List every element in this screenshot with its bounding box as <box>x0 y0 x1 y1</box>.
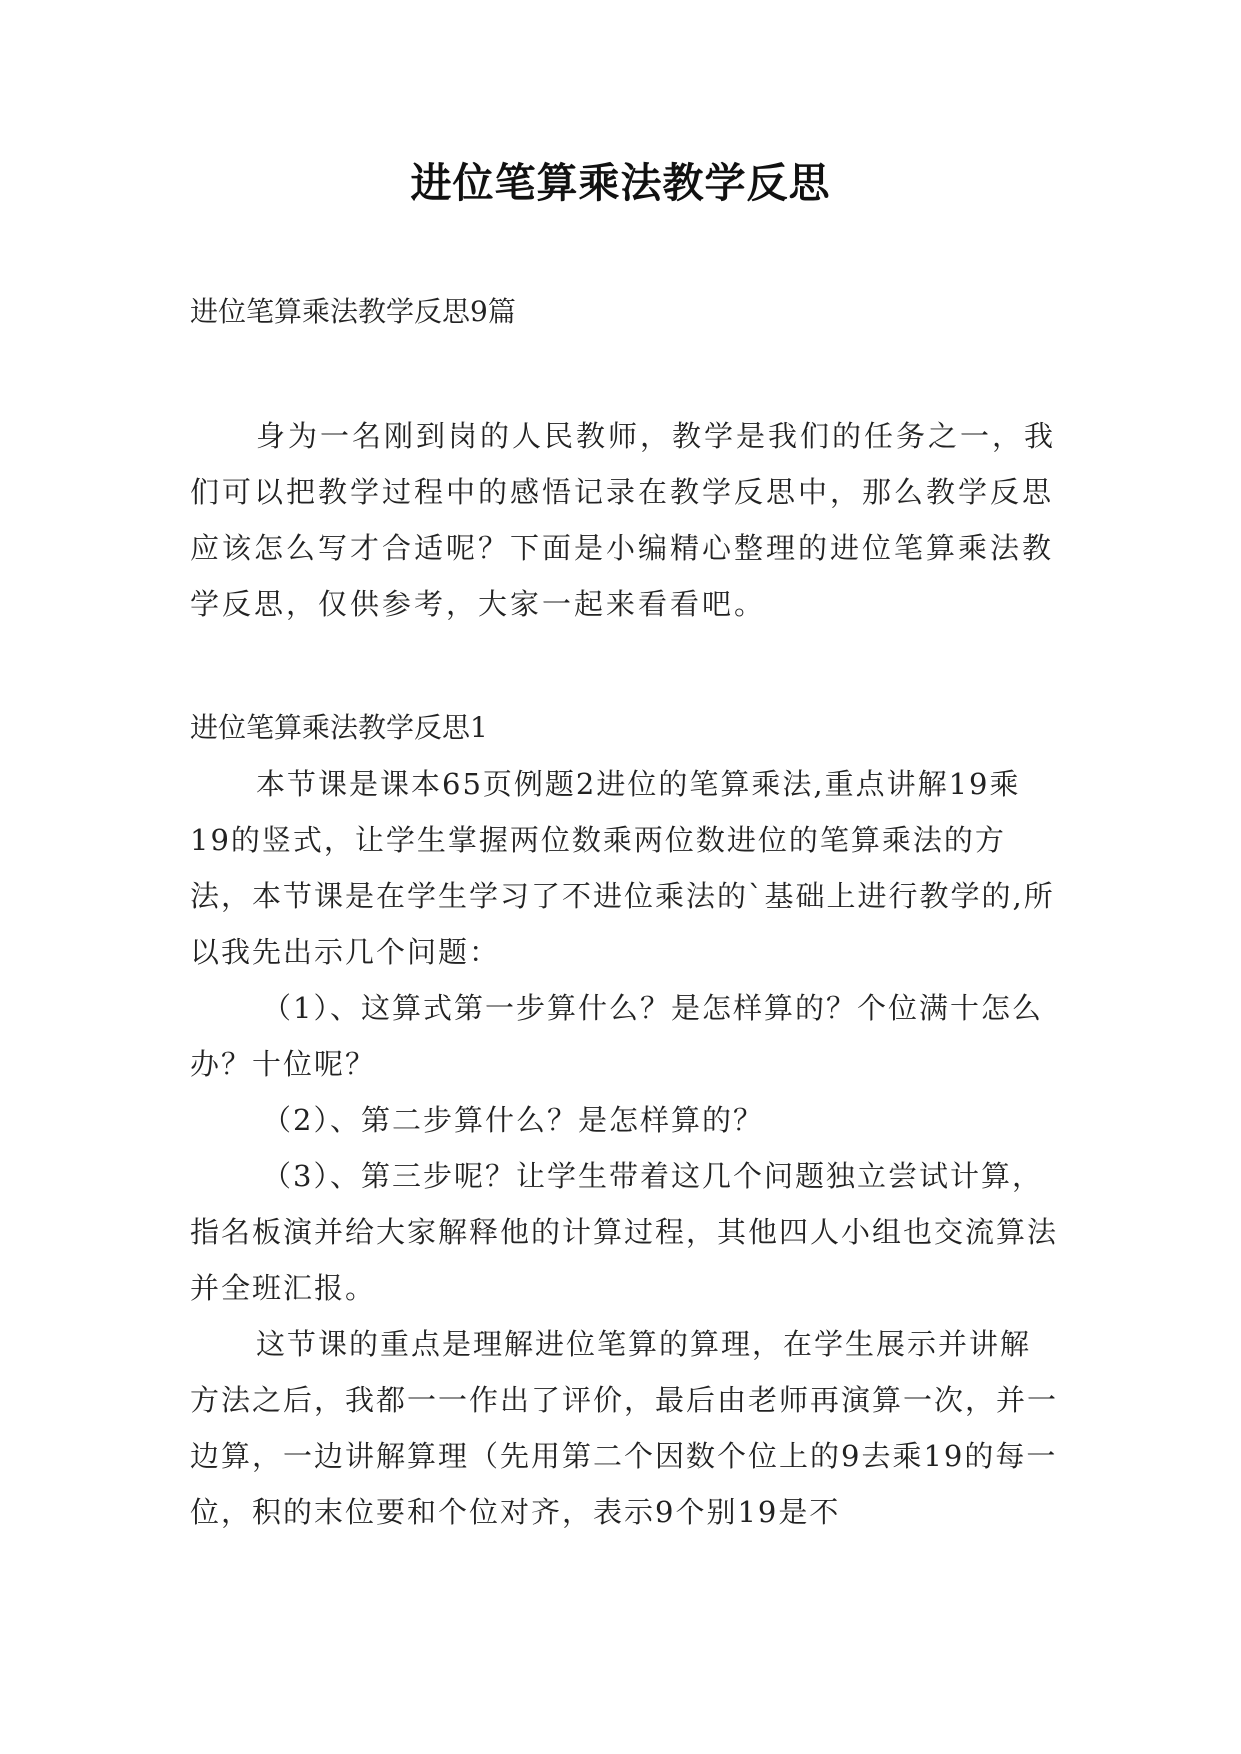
question-2: （2）、第二步算什么？是怎样算的？ <box>262 1103 764 1137</box>
document-title: 进位笔算乘法教学反思 <box>410 159 831 207</box>
section-1-paragraph-2: 这节课的重点是理解进位笔算的算理，在学生展示并讲解方法之后，我都一一作出了评价，最后由老师再演算一次，并一边算，一边讲解算理（先用第二个因数个位上的9去乘19的每一位，积的末位要和个位对齐，表示9个别19是不 <box>190 1327 1059 1529</box>
section-1 <box>190 700 1058 1540</box>
section-1-paragraph-1: 本节课是课本65页例题2进位的笔算乘法,重点讲解19乘19的竖式，让学生掌握两位数乘两位数进位的笔算乘法的方法，本节课是在学生学习了不进位乘法的`基础上进行教学的,所以我先出示几个问题： <box>190 767 1055 969</box>
question-3: （3）、第三步呢？让学生带着这几个问题独立尝试计算，指名板演并给大家解释他的计算过程，其他四人小组也交流算法并全班汇报。 <box>190 1159 1059 1305</box>
intro-paragraph: 身为一名刚到岗的人民教师，教学是我们的任务之一，我们可以把教学过程中的感悟记录在教学反思中，那么教学反思应该怎么写才合适呢？下面是小编精心整理的进位笔算乘法教学反思，仅供参考，大家一起来看看吧。 <box>190 419 1057 621</box>
question-1: （1）、这算式第一步算什么？是怎样算的？个位满十怎么办？十位呢？ <box>190 991 1043 1081</box>
document-subtitle: 进位笔算乘法教学反思9篇 <box>190 295 516 328</box>
section-1-heading: 进位笔算乘法教学反思1 <box>190 711 488 744</box>
